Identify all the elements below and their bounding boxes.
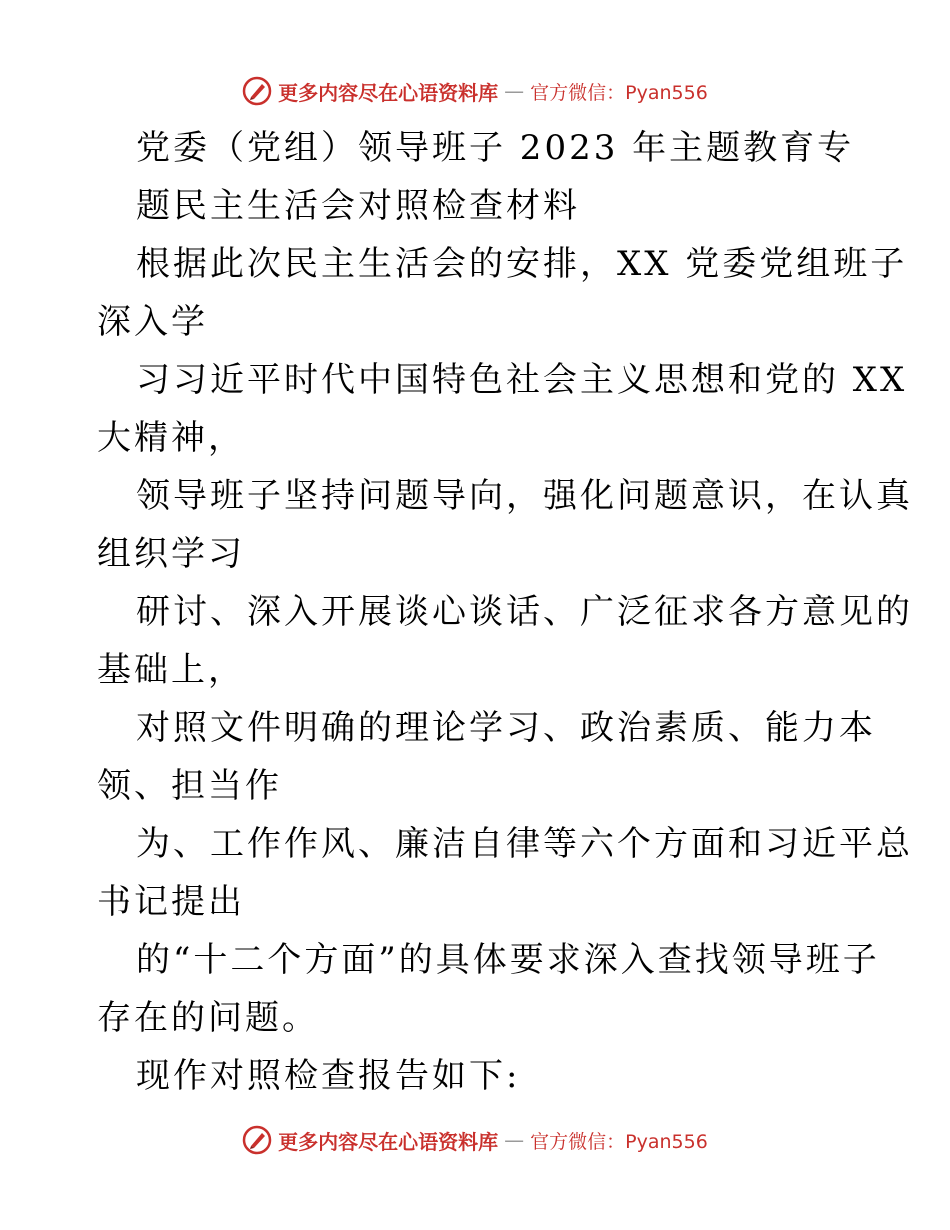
banner-text: 更多内容尽在心语资料库 — [278, 80, 499, 105]
paragraph-line: 组织学习 — [97, 534, 245, 574]
paragraph-line: 为、工作作风、廉洁自律等六个方面和习近平总 — [136, 824, 913, 864]
banner-wechat: 官方微信：Pyan556 — [530, 1130, 708, 1153]
document-title-line-1: 党委（党组）领导班子 2023 年主题教育专 — [136, 128, 855, 168]
banner-text: 更多内容尽在心语资料库 — [278, 1129, 499, 1154]
paragraph-line: 研讨、深入开展谈心谈话、广泛征求各方意见的 — [136, 592, 913, 632]
paragraph-line: 书记提出 — [97, 882, 245, 922]
paragraph-line: 根据此次民主生活会的安排，XX 党委党组班子 — [136, 244, 908, 284]
paragraph-line: 领导班子坚持问题导向，强化问题意识，在认真 — [136, 476, 913, 516]
brand-logo-icon — [242, 1125, 272, 1155]
brand-logo-icon — [242, 76, 272, 106]
paragraph-line: 对照文件明确的理论学习、政治素质、能力本 — [136, 708, 876, 748]
document-title-line-2: 题民主生活会对照检查材料 — [136, 186, 580, 226]
banner-separator: — — [504, 79, 525, 103]
paragraph-line: 领、担当作 — [97, 766, 282, 806]
paragraph-line: 存在的问题。 — [97, 998, 319, 1038]
paragraph-line: 习习近平时代中国特色社会主义思想和党的 XX — [136, 360, 908, 400]
footer-watermark-banner — [0, 1120, 950, 1160]
paragraph-line: 基础上， — [97, 650, 245, 690]
banner-wechat: 官方微信：Pyan556 — [530, 81, 708, 104]
paragraph-line: 现作对照检查报告如下: — [136, 1056, 521, 1096]
paragraph-line: 深入学 — [97, 302, 208, 342]
paragraph-line: 的“十二个方面”的具体要求深入查找领导班子 — [136, 940, 880, 980]
banner-separator: — — [504, 1128, 525, 1152]
header-watermark-banner — [0, 71, 950, 111]
paragraph-line: 大精神， — [97, 418, 245, 458]
